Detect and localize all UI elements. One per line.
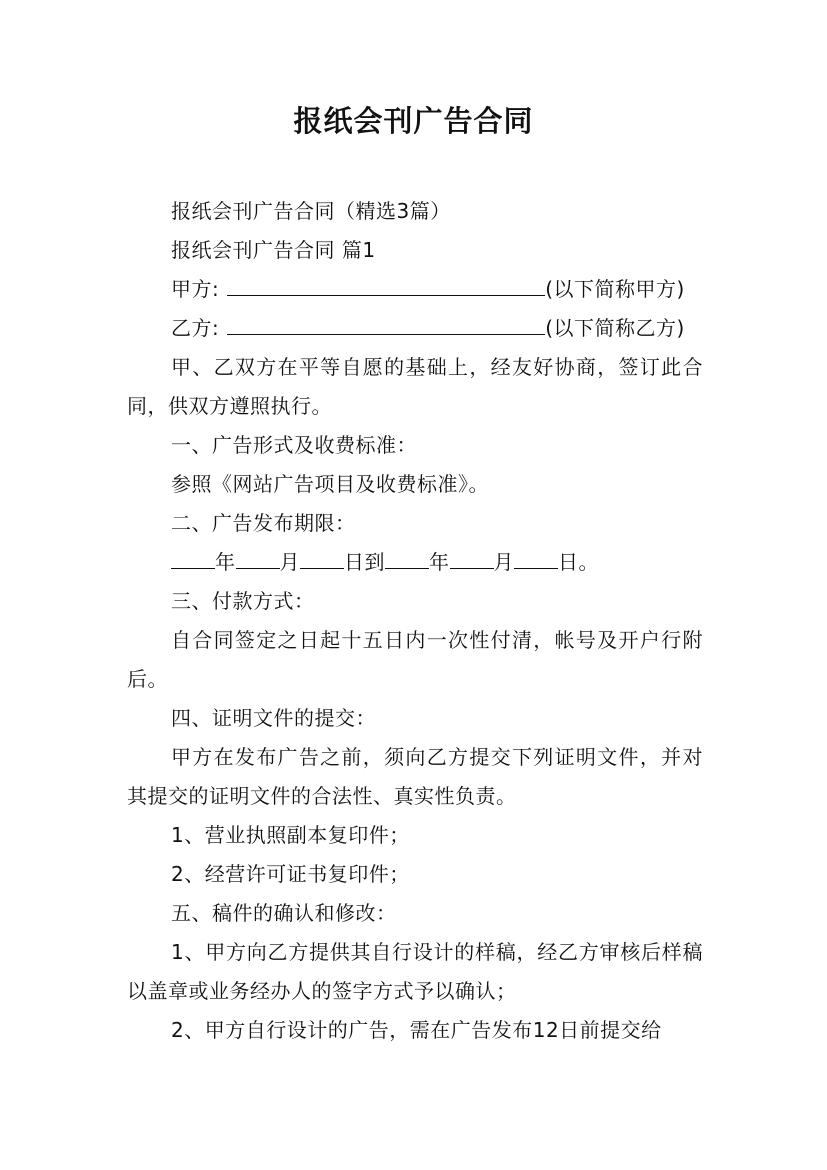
year-label-2: 年 bbox=[429, 550, 450, 574]
item5-list-item-1: 1、甲方向乙方提供其自行设计的样稿，经乙方审核后样稿以盖章或业务经办人的签字方式予以确认； bbox=[127, 940, 703, 1003]
item1-body: 参照《网站广告项目及收费标准》。 bbox=[171, 472, 489, 496]
document-title: 报纸会刊广告合同 bbox=[293, 104, 534, 138]
month-blank-1 bbox=[236, 546, 280, 569]
party-b-blank bbox=[227, 312, 545, 335]
day-blank-1 bbox=[300, 546, 344, 569]
day-blank-2 bbox=[514, 546, 558, 569]
item2-heading: 二、广告发布期限： bbox=[171, 511, 356, 535]
year-label-1: 年 bbox=[215, 550, 236, 574]
document-body bbox=[127, 192, 703, 1050]
item4-body: 甲方在发布广告之前，须向乙方提交下列证明文件，并对其提交的证明文件的合法性、真实性负责。 bbox=[127, 745, 703, 808]
item3-heading: 三、付款方式： bbox=[171, 589, 315, 613]
year-blank-2 bbox=[385, 546, 429, 569]
day-label-1: 日到 bbox=[344, 550, 385, 574]
month-blank-2 bbox=[450, 546, 494, 569]
party-b-line bbox=[127, 309, 703, 348]
year-blank-1 bbox=[171, 546, 215, 569]
month-label-1: 月 bbox=[279, 550, 300, 574]
item3-body: 自合同签定之日起十五日内一次性付清，帐号及开户行附后。 bbox=[127, 628, 703, 691]
section-heading: 报纸会刊广告合同 篇1 bbox=[171, 238, 376, 262]
party-a-suffix: (以下简称甲方) bbox=[545, 277, 685, 301]
day-label-2: 日。 bbox=[558, 550, 599, 574]
item4-list-item-2: 2、经营许可证书复印件； bbox=[171, 862, 410, 886]
party-a-blank bbox=[227, 273, 545, 296]
party-b-suffix: (以下简称乙方) bbox=[545, 316, 685, 340]
party-a-line bbox=[127, 270, 703, 309]
item1-heading: 一、广告形式及收费标准： bbox=[171, 433, 417, 457]
month-label-2: 月 bbox=[493, 550, 514, 574]
item4-heading: 四、证明文件的提交： bbox=[171, 706, 376, 730]
party-b-label: 乙方: bbox=[171, 316, 220, 340]
item5-list-item-2: 2、甲方自行设计的广告，需在广告发布12日前提交给 bbox=[171, 1018, 662, 1042]
document-subtitle: 报纸会刊广告合同（精选3篇） bbox=[171, 199, 451, 223]
item4-list-item-1: 1、营业执照副本复印件； bbox=[171, 823, 410, 847]
item5-heading: 五、稿件的确认和修改： bbox=[171, 901, 397, 925]
party-a-label: 甲方: bbox=[171, 277, 220, 301]
intro-paragraph: 甲、乙双方在平等自愿的基础上，经友好协商，签订此合同，供双方遵照执行。 bbox=[127, 355, 703, 418]
date-range-line bbox=[127, 543, 703, 582]
